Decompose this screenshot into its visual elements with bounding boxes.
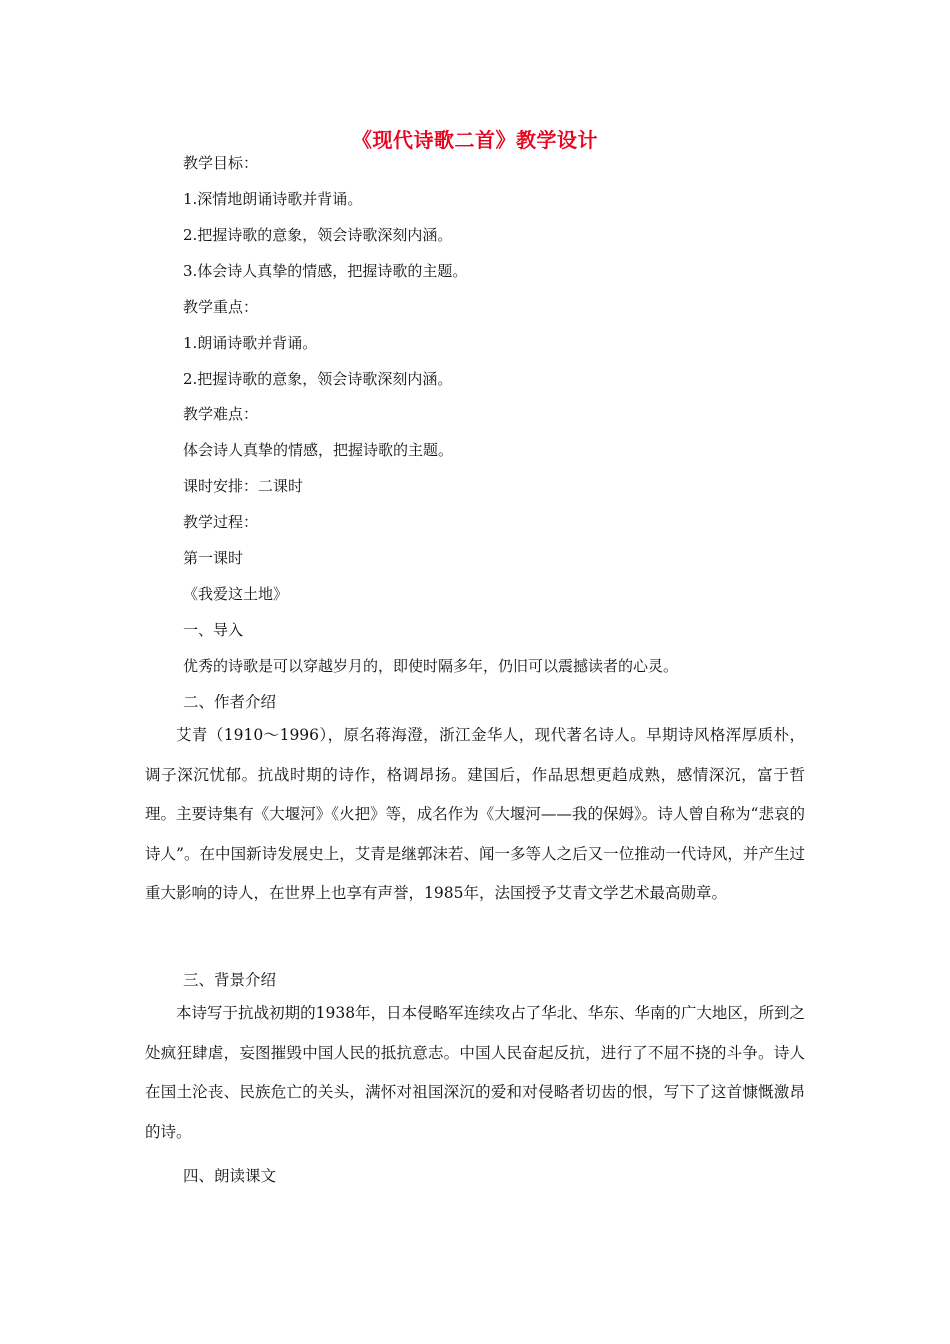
goal-item: 2.把握诗歌的意象，领会诗歌深刻内涵。	[183, 226, 453, 244]
goal-item: 1.深情地朗诵诗歌并背诵。	[183, 190, 363, 208]
background-paragraph: 本诗写于抗战初期的1938年，日本侵略军连续攻占了华北、华东、华南的广大地区，所到之处疯狂肆虐，妄图摧毁中国人民的抵抗意志。中国人民奋起反抗，进行了不屈不挠的斗争。诗人在国土沦丧、民族危亡的关头，满怀对祖国深沉的爱和对侵略者切齿的恨，写下了这首慷慨激昂的诗。	[145, 1004, 805, 1141]
poem-title: 《我爱这土地》	[183, 585, 289, 603]
key-item: 2.把握诗歌的意象，领会诗歌深刻内涵。	[183, 370, 453, 388]
goal-item: 3.体会诗人真挚的情感，把握诗歌的主题。	[183, 262, 468, 280]
process-heading: 教学过程：	[183, 513, 259, 531]
key-heading: 教学重点：	[183, 298, 259, 316]
section-heading-intro: 一、导入	[183, 621, 244, 639]
schedule-text: 课时安排：二课时	[183, 477, 304, 495]
lesson-label: 第一课时	[183, 549, 244, 567]
author-paragraph: 艾青（1910～1996），原名蒋海澄，浙江金华人，现代著名诗人。早期诗风格浑厚质朴，调子深沉忧郁。抗战时期的诗作，格调昂扬。建国后，作品思想更趋成熟，感情深沉，富于哲理。主要诗集有《大堰河》《火把》等，成名作为《大堰河——我的保姆》。诗人曾自称为“悲哀的诗人”。在中国新诗发展史上，艾青是继郭沫若、闻一多等人之后又一位推动一代诗风，并产生过重大影响的诗人，在世界上也享有声誉，1985年，法国授予艾青文学艺术最高勋章。	[145, 726, 805, 902]
section-text-intro: 优秀的诗歌是可以穿越岁月的，即使时隔多年，仍旧可以震撼读者的心灵。	[183, 657, 679, 675]
key-item: 1.朗诵诗歌并背诵。	[183, 334, 318, 352]
goals-heading: 教学目标：	[183, 154, 259, 172]
section-text-author	[145, 716, 805, 914]
section-heading-background: 三、背景介绍	[183, 971, 277, 989]
document-title: 《现代诗歌二首》教学设计	[352, 128, 598, 152]
difficulty-heading: 教学难点：	[183, 405, 259, 423]
section-heading-reading: 四、朗读课文	[183, 1167, 277, 1185]
difficulty-text: 体会诗人真挚的情感，把握诗歌的主题。	[183, 441, 454, 459]
section-text-background	[145, 994, 805, 1152]
section-heading-author: 二、作者介绍	[183, 693, 277, 711]
